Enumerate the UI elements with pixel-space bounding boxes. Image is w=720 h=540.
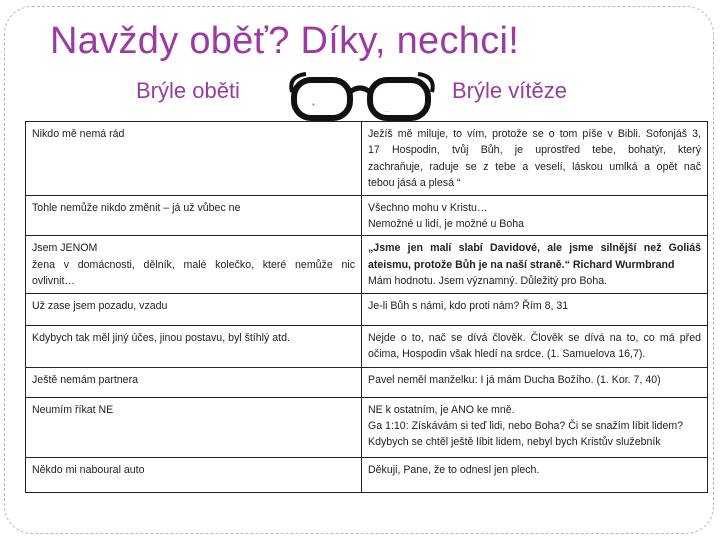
svg-text:*: * [312,103,315,110]
winner-cell: NE k ostatním, je ANO ke mně. Ga 1:10: Získávám si teď lidi, nebo Boha? Či se snažím líbit lidem? Kdybych se chtěl ještě líbit lidem, nebyl bych Kristův služebník [362,397,708,457]
victim-cell: Tohle nemůže nikdo změnit – já už vůbec ne [26,195,362,236]
table-row [26,457,708,492]
winner-cell: Pavel neměl manželku: I já mám Ducha Božího. (1. Kor. 7, 40) [362,367,708,397]
victim-cell: Nikdo mě nemá rád [26,122,362,196]
winner-cell: Ježíš mě miluje, to vím, protože se o tom píše v Bibli. Sofonjáš 3, 17 Hospodin, tvůj Bůh, je uprostřed tebe, bohatýr, který zachraňuje, raduje se z tebe a veselí, láskou umlká a opět nač tebou jásá a plesá “ [362,122,708,196]
glasses-icon [284,66,440,122]
table-row [26,122,708,196]
winner-cell: Všechno mohu v Kristu… Nemožné u lidí, je možné u Boha [362,195,708,236]
svg-text:…: … [384,108,390,114]
table-row [26,367,708,397]
winner-cell: Je-li Bůh s námi, kdo proti nám? Řím 8, 31 [362,293,708,325]
table-row [26,397,708,457]
winner-glasses-heading: Brýle vítěze [452,78,567,103]
comparison-table [25,121,708,493]
table-row [26,293,708,325]
winner-cell: Nejde o to, nač se dívá člověk. Člověk se dívá na to, co má před očima, Hospodin však hledí na srdce. (1. Samuelova 16,7). [362,325,708,367]
victim-glasses-heading: Brýle oběti [136,78,240,103]
victim-cell: Jsem JENOM žena v domácnosti, dělník, malé kolečko, které nemůže nic ovlivnit… [26,236,362,293]
victim-cell: Ještě nemám partnera [26,367,362,397]
winner-cell: Děkuji, Pane, že to odnesl jen plech. [362,457,708,492]
victim-cell: Neumím říkat NE [26,397,362,457]
table-row [26,195,708,236]
victim-cell: Kdybych tak měl jiný účes, jinou postavu, byl štíhlý atd. [26,325,362,367]
table-row [26,236,708,293]
winner-cell: „Jsme jen malí slabí Davidové, ale jsme silnější než Goliáš ateismu, protože Bůh je na naší straně.“ Richard Wurmbrand Mám hodnotu. Jsem významný. Důležitý pro Boha. [362,236,708,293]
victim-cell: Už zase jsem pozadu, vzadu [26,293,362,325]
victim-cell: Někdo mi naboural auto [26,457,362,492]
slide-title: Navždy oběť? Díky, nechci! [50,20,520,62]
table-row [26,325,708,367]
